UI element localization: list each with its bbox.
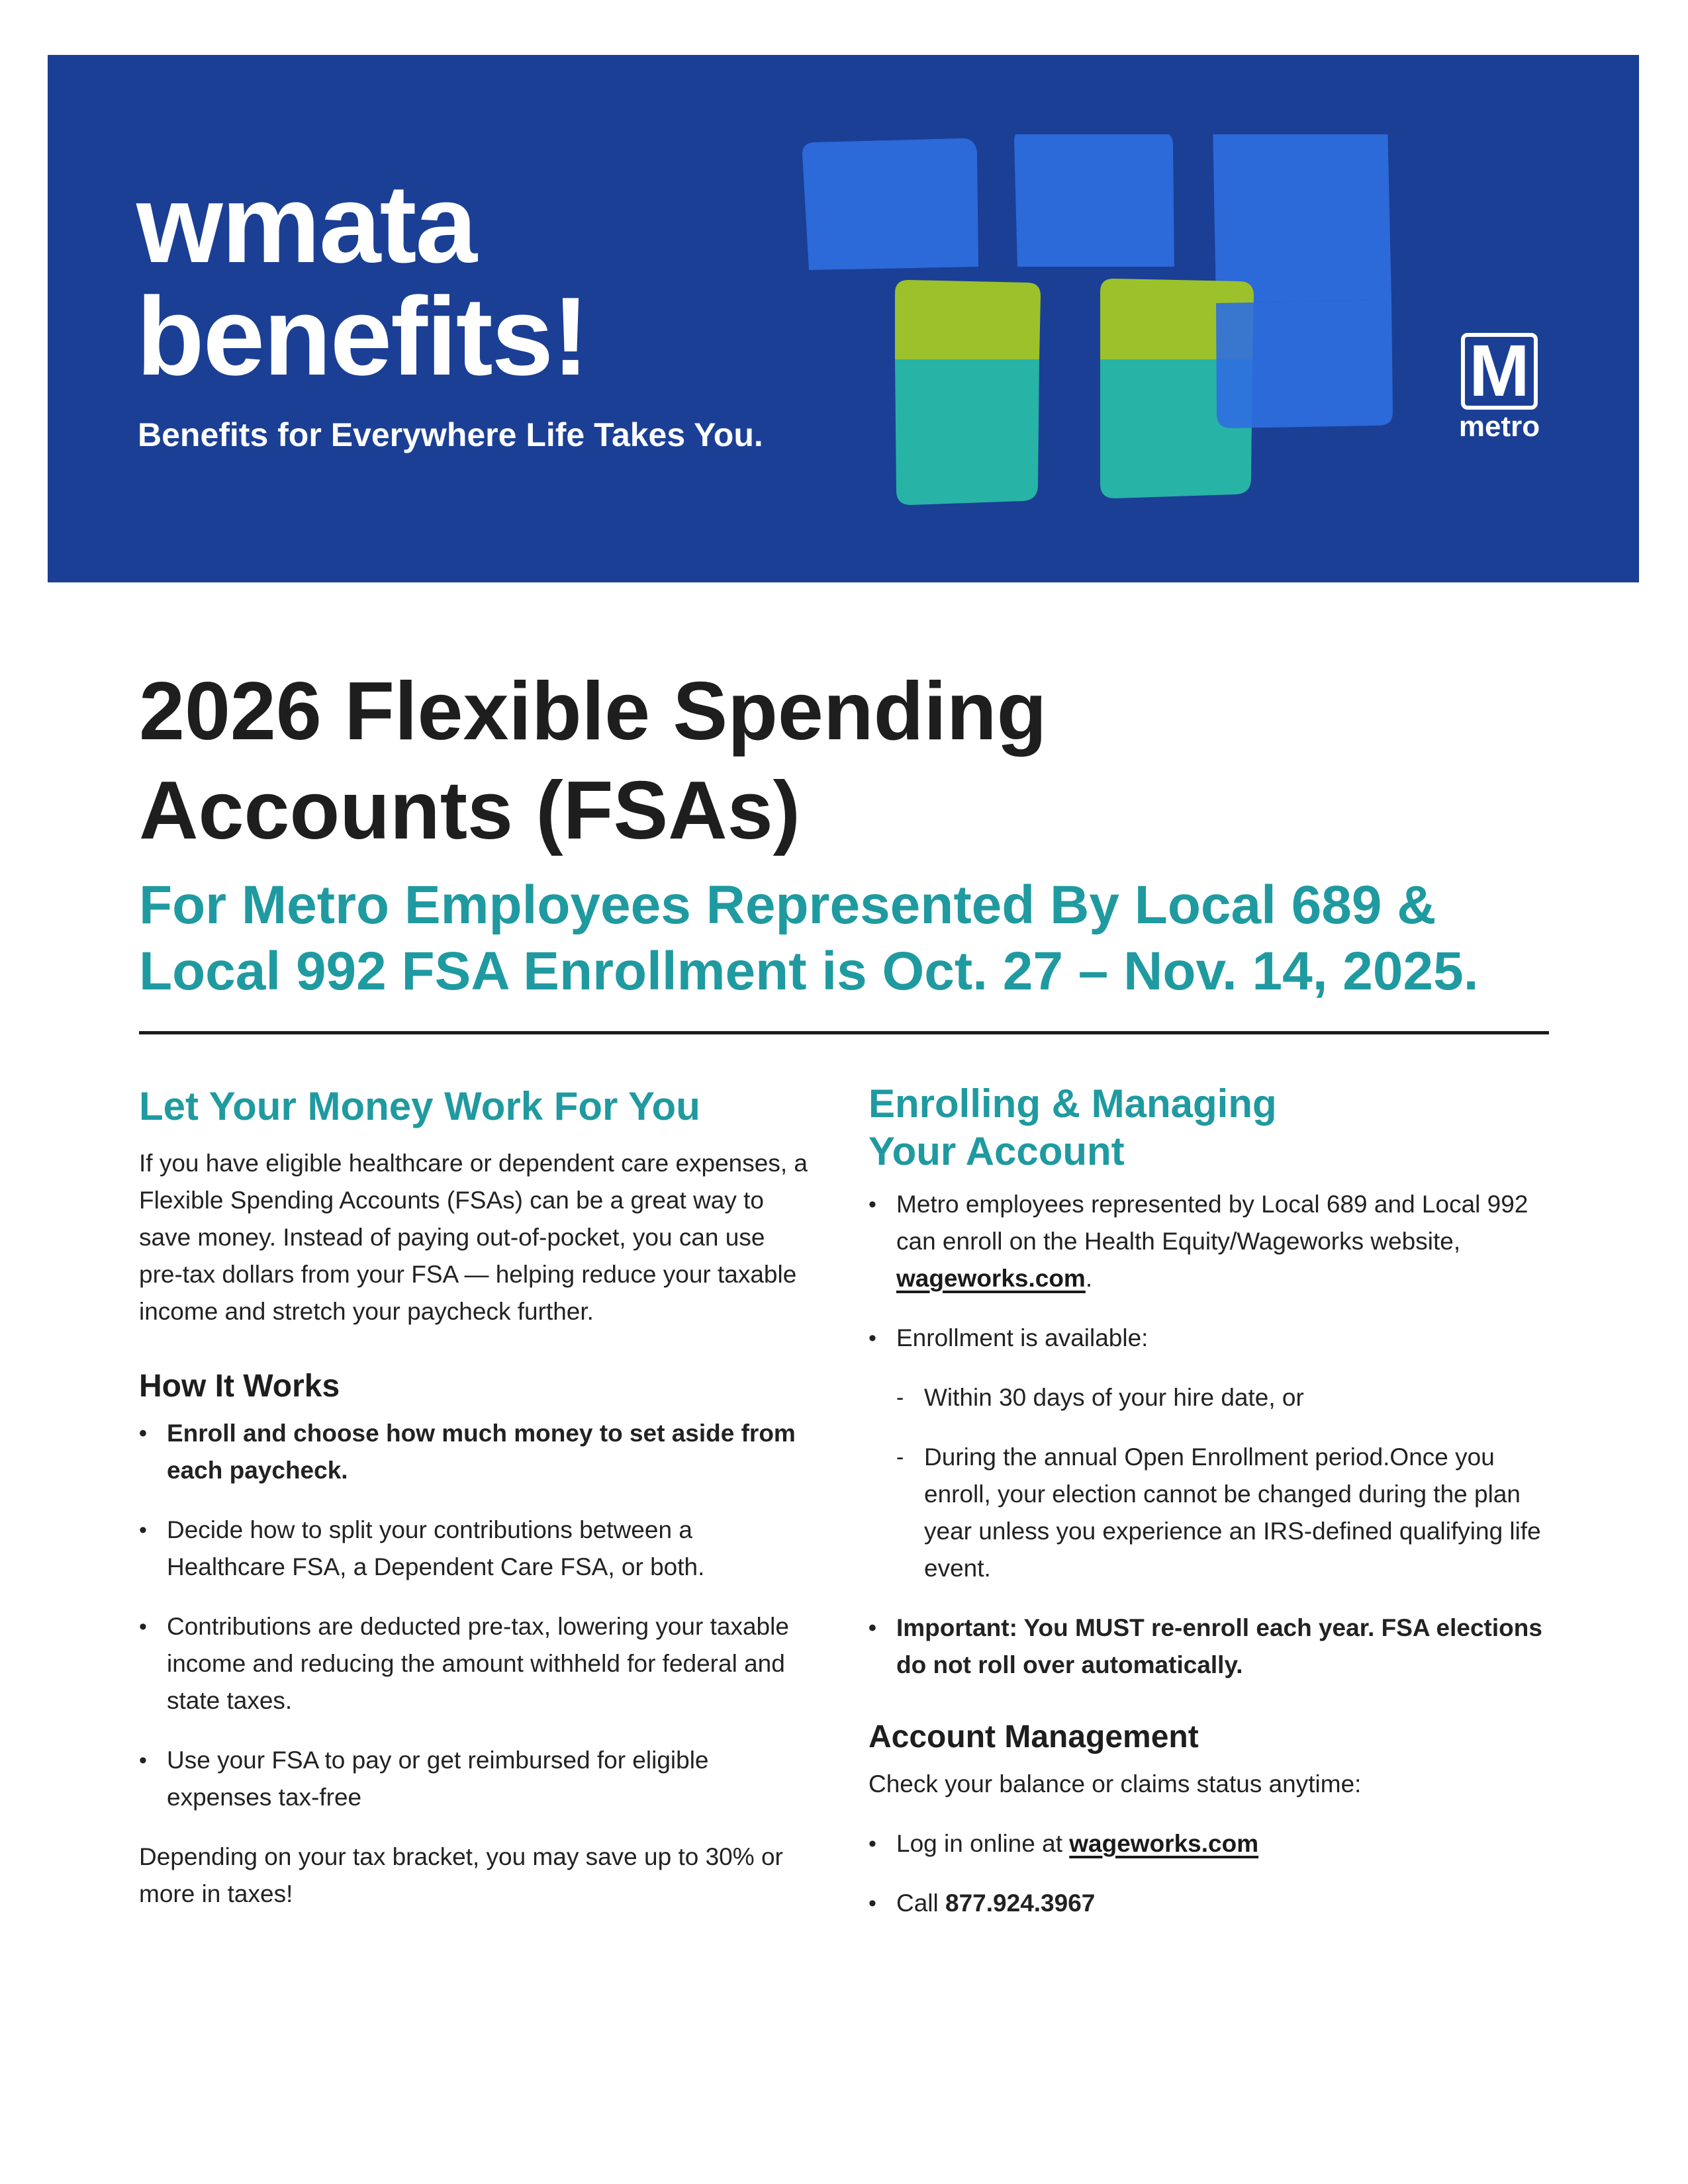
- bullet-icon: •: [868, 1192, 876, 1217]
- account-management-heading: Account Management: [868, 1719, 1199, 1754]
- right-column: [868, 1080, 1557, 1922]
- bullet-icon: •: [139, 1748, 147, 1773]
- wageworks-link[interactable]: wageworks.com: [896, 1265, 1086, 1292]
- how-it-works-heading: How It Works: [139, 1369, 340, 1404]
- money-work-heading: Let Your Money Work For You: [139, 1084, 700, 1128]
- list-item-text: Decide how to split your contributions between a Healthcare FSA, a Dependent Care FSA, or both.: [167, 1516, 705, 1580]
- page-title-line2: Accounts (FSAs): [139, 765, 800, 856]
- page-title-line1: 2026 Flexible Spending: [139, 666, 1047, 757]
- list-item-text: Enrollment is available:: [896, 1324, 1149, 1351]
- bullet-icon: •: [868, 1326, 876, 1351]
- enrolling-heading: [868, 1080, 1557, 1175]
- metro-logo-word: metro: [1458, 410, 1540, 443]
- list-item: [139, 1415, 814, 1489]
- intro-paragraph: If you have eligible healthcare or dependent care expenses, a Flexible Spending Accounts (FSAs) can be a great way to save money. Instead of paying out-of-pocket, you can use pre-tax dollars from your FSA — helping reduce your taxable income and stretch your paycheck further.: [139, 1150, 808, 1325]
- banner-title: [136, 161, 588, 398]
- bullet-icon: •: [868, 1891, 876, 1916]
- enrolling-heading-line2: Your Account: [868, 1129, 1125, 1173]
- savings-note: Depending on your tax bracket, you may save up to 30% or more in taxes!: [139, 1843, 783, 1907]
- blue-square-1: [802, 138, 978, 270]
- blue-square-3: [1213, 134, 1391, 303]
- left-column: [139, 1083, 814, 1913]
- list-item-text: .: [1085, 1265, 1093, 1292]
- decorative-squares-graphic: [789, 134, 1464, 531]
- teal-square-1: [895, 359, 1039, 505]
- dash-icon: -: [896, 1385, 904, 1410]
- banner-title-line1: wmata: [136, 161, 476, 286]
- list-item-text: Within 30 days of your hire date, or: [924, 1384, 1304, 1411]
- list-item: [868, 1610, 1557, 1684]
- list-item-text: Use your FSA to pay or get reimbursed for eligible expenses tax-free: [167, 1747, 709, 1811]
- blue-square-2: [1014, 134, 1174, 267]
- metro-logo-mark: M: [1461, 333, 1538, 410]
- list-item-text: Log in online at: [896, 1830, 1070, 1857]
- enrolling-list: [868, 1186, 1557, 1684]
- blue-green-square-3: [1216, 300, 1393, 428]
- list-item-text: Metro employees represented by Local 689 and Local 992 can enroll on the Health Equity/Wageworks website,: [896, 1191, 1528, 1255]
- green-square-1: [895, 280, 1041, 359]
- list-item: [868, 1885, 1557, 1922]
- list-item: [139, 1512, 814, 1586]
- bullet-icon: •: [868, 1615, 876, 1641]
- list-item-text: Call: [896, 1889, 946, 1917]
- metro-logo: [1451, 333, 1548, 443]
- bullet-icon: •: [139, 1614, 147, 1639]
- divider: [139, 1031, 1549, 1034]
- account-list: [868, 1825, 1557, 1922]
- important-note: Important: You MUST re-enroll each year. FSA elections do not roll over automatically.: [896, 1614, 1542, 1678]
- list-item-text: During the annual Open Enrollment period.Once you enroll, your election cannot be changed during the plan year unless you experience an IRS-defined qualifying life event.: [924, 1443, 1541, 1582]
- list-item: [139, 1742, 814, 1816]
- list-item: [868, 1320, 1557, 1357]
- sub-list-item: [868, 1439, 1557, 1587]
- dash-icon: -: [896, 1445, 904, 1470]
- subtitle-line1: For Metro Employees Represented By Local 689 &: [139, 875, 1436, 935]
- enrollment-subtitle: [139, 872, 1615, 1005]
- page-title: [139, 662, 1047, 860]
- banner-title-line2: benefits!: [136, 274, 588, 398]
- bullet-icon: •: [139, 1518, 147, 1543]
- enrolling-heading-line1: Enrolling & Managing: [868, 1081, 1277, 1126]
- header-banner: [48, 55, 1639, 582]
- list-item-text: Enroll and choose how much money to set aside from each paycheck.: [167, 1420, 796, 1484]
- bullet-icon: •: [868, 1831, 876, 1856]
- how-it-works-list: [139, 1415, 814, 1816]
- list-item: [139, 1608, 814, 1719]
- phone-number: 877.924.3967: [945, 1889, 1096, 1917]
- banner-tagline: Benefits for Everywhere Life Takes You.: [138, 416, 763, 453]
- list-item: [868, 1825, 1557, 1862]
- list-item-text: Contributions are deducted pre-tax, lowering your taxable income and reducing the amount withheld for federal and state taxes.: [167, 1613, 789, 1714]
- sub-list-item: [868, 1379, 1557, 1416]
- wageworks-login-link[interactable]: wageworks.com: [1069, 1830, 1259, 1857]
- account-intro: Check your balance or claims status anytime:: [868, 1770, 1362, 1797]
- subtitle-line2: Local 992 FSA Enrollment is Oct. 27 – Nov. 14, 2025.: [139, 941, 1479, 1001]
- list-item: [868, 1186, 1557, 1297]
- bullet-icon: •: [139, 1421, 147, 1446]
